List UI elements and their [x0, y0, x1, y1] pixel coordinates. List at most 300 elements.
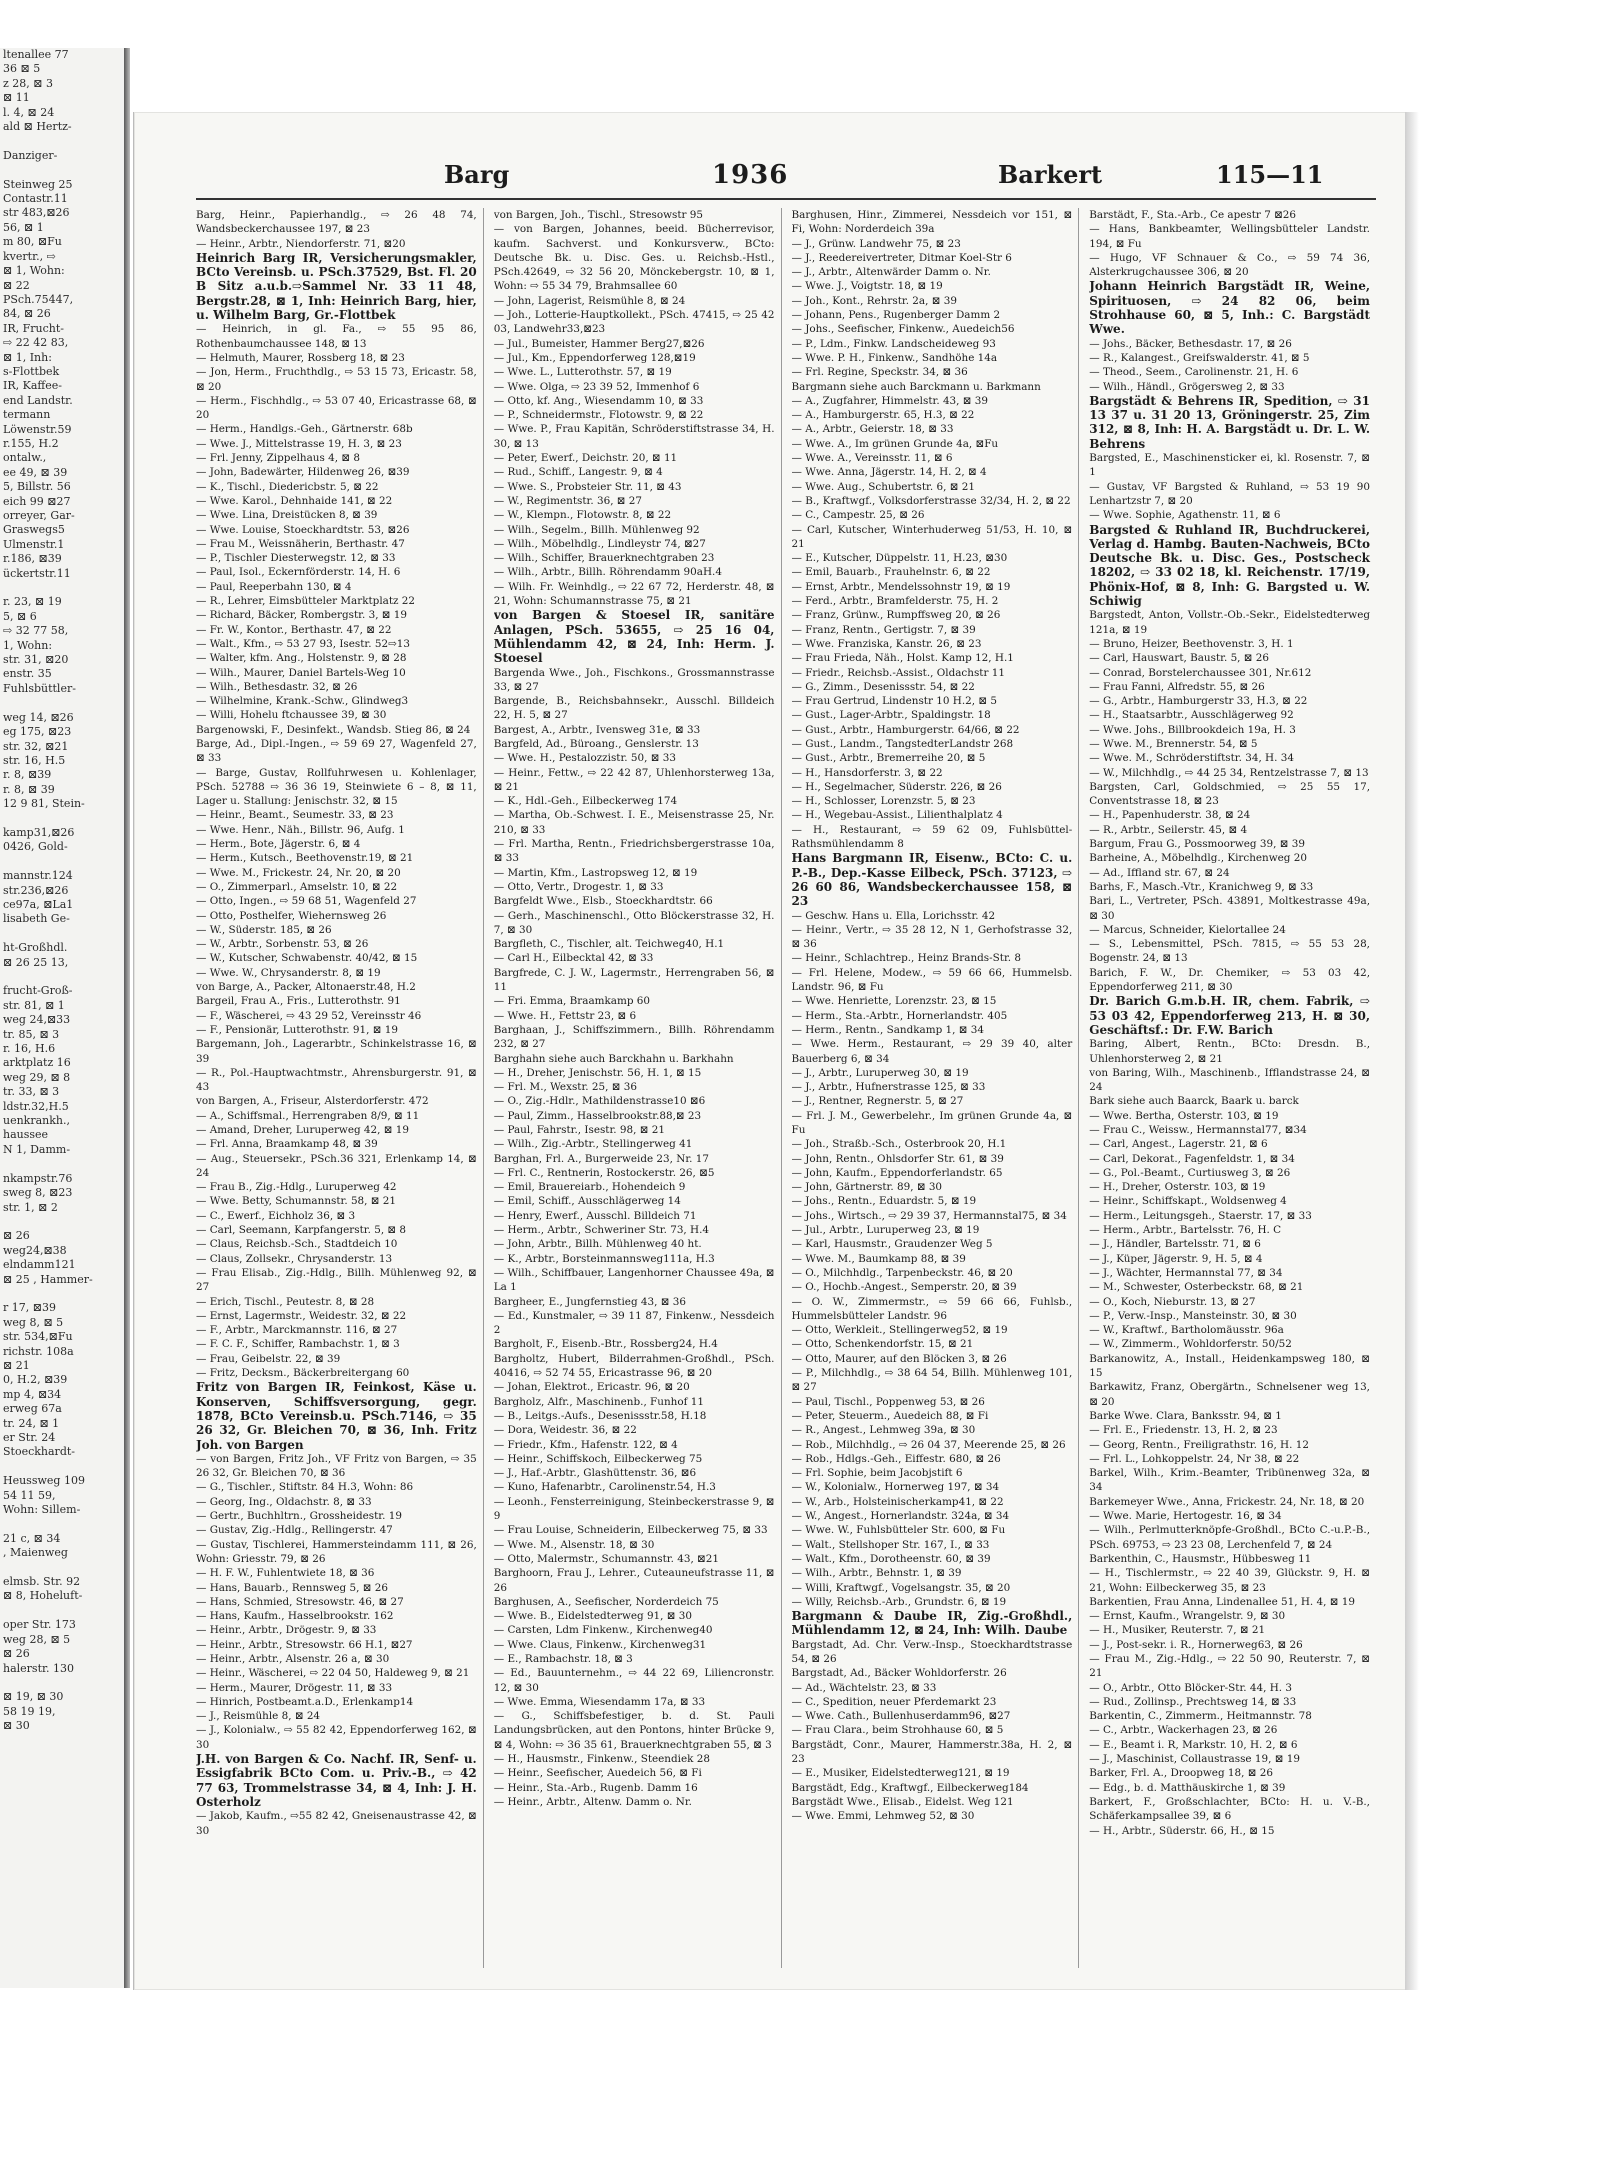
directory-entry: — Kuno, Hafenarbtr., Carolinenstr.54, H.3	[493, 1481, 716, 1494]
fragment-line: r.155, H.2	[3, 436, 59, 450]
directory-entry: Barkanowitz, A., Install., Heidenkampsweg 180, ⊠ 15	[1089, 1352, 1370, 1380]
directory-entry: — J., Reedereivertreter, Ditmar Koel-Str 6	[791, 251, 1012, 264]
directory-entry: — Herm., Bote, Jägerstr. 6, ⊠ 4	[196, 838, 361, 851]
directory-entry: — H., Hausmstr., Finkenw., Steendiek 28	[493, 1753, 710, 1766]
directory-entry: — Wwe. M., Frickestr. 24, Nr. 20, ⊠ 20	[196, 866, 401, 879]
directory-entry: — Frau Fanni, Alfredstr. 55, ⊠ 26	[1089, 680, 1265, 693]
directory-entry: — Walt., Kfm., Dorotheenstr. 60, ⊠ 39	[791, 1552, 991, 1565]
directory-entry: — J., Grünw. Landwehr 75, ⊠ 23	[791, 237, 961, 250]
directory-entry: — Wilhelmine, Krank.-Schw., Glindweg3	[196, 695, 409, 708]
directory-entry: — Carl, Angest., Lagerstr. 21, ⊠ 6	[1089, 1138, 1268, 1151]
header-rule	[196, 198, 1376, 200]
directory-entry: — Friedr., Reichsb.-Assist., Oldachstr 11	[791, 666, 1005, 679]
fragment-line: weg 29, ⊠ 8	[3, 1070, 71, 1084]
fragment-line: PSch.75447,	[3, 292, 74, 306]
fragment-line: ldstr.32,H.5	[3, 1099, 69, 1113]
directory-entry: — F., Wäscherei, ⇨ 43 29 52, Vereinsstr 46	[196, 1009, 422, 1022]
directory-entry: — P., Schneidermstr., Flotowstr. 9, ⊠ 22	[493, 409, 704, 422]
directory-entry: — G., Schiffsbefestiger, b. d. St. Pauli Landungsbrücken, aut den Pontons, hinter Brücke 9, ⊠ 4, Wohn: ⇨ 36 35 61, Brauerknechtgraben 55, ⊠ 3	[493, 1710, 775, 1751]
directory-entry: — Wwe. Lina, Dreistücken 8, ⊠ 39	[196, 509, 378, 522]
directory-entry: — Henry, Ewerf., Ausschl. Billdeich 71	[493, 1209, 697, 1222]
directory-entry: — Geschw. Hans u. Ella, Lorichsstr. 42	[791, 909, 996, 922]
directory-entry: Barghusen, Hinr., Zimmerei, Nessdeich vor 151, ⊠ Fi, Wohn: Norderdeich 39a	[791, 209, 1073, 236]
directory-entry: — W., Regimentstr. 36, ⊠ 27	[493, 494, 643, 507]
directory-entry: — A., Hamburgerstr. 65, H.3, ⊠ 22	[791, 409, 975, 422]
directory-entry: — Otto, Malermstr., Schumannstr. 43, ⊠21	[493, 1552, 719, 1565]
fragment-line: Stoeckhardt-	[3, 1445, 75, 1459]
directory-entry: — J., Händler, Bartelsstr. 71, ⊠ 6	[1089, 1238, 1261, 1251]
directory-entry: — Paul, Fahrstr., Isestr. 98, ⊠ 21	[493, 1124, 665, 1136]
fragment-line: elndamm121	[3, 1258, 76, 1272]
directory-entry: — Johs., Wirtsch., ⇨ 29 39 37, Hermannstal75, ⊠ 34	[791, 1209, 1067, 1222]
fragment-line: Steinweg 25	[3, 177, 73, 191]
fragment-line: 54 11 59,	[3, 1488, 56, 1502]
directory-entry: — Barge, Gustav, Rollfuhrwesen u. Kohlenlager, PSch. 52788 ⇨ 36 36 19, Steinwiete 6 – 8, ⊠ 11, Lager u. Stallung: Jenischstr. 32, ⊠ 15	[196, 766, 477, 808]
directory-entry: — W., Milchhdlg., ⇨ 44 25 34, Rentzelstrasse 7, ⊠ 13	[1089, 766, 1369, 779]
directory-entry: — C., Spedition, neuer Pferdemarkt 23	[791, 1695, 997, 1708]
directory-entry: — Frl. J. M., Gewerbelehr., Im grünen Grunde 4a, ⊠ Fu	[791, 1109, 1073, 1136]
directory-entry: — Gust., Arbtr., Hamburgerstr. 64/66, ⊠ 22	[791, 723, 1020, 736]
directory-entry: — Heinr., Seefischer, Auedeich 56, ⊠ Fi	[493, 1767, 702, 1780]
directory-entry: — Carl, Seemann, Karpfangerstr. 5, ⊠ 8	[196, 1224, 407, 1237]
fragment-line: mp 4, ⊠34	[3, 1387, 62, 1401]
fragment-line: er Str. 24	[3, 1431, 56, 1444]
directory-entry: Bargemann, Joh., Lagerarbtr., Schinkelstrasse 16, ⊠ 39	[196, 1038, 477, 1065]
directory-entry: — Peter, Steuerm., Auedeich 88, ⊠ Fi	[791, 1409, 989, 1422]
directory-entry: — Gust., Lager-Arbtr., Spaldingstr. 18	[791, 709, 991, 722]
fragment-line: weg 8, ⊠ 5	[3, 1315, 64, 1329]
directory-entry: — Joh., Kont., Rehrstr. 2a, ⊠ 39	[791, 294, 957, 307]
fragment-line: , Maienweg	[3, 1546, 68, 1560]
directory-entry: — Wwe. P., Frau Kapitän, Schröderstiftstrasse 34, H. 30, ⊠ 13	[493, 423, 775, 450]
entry-column-4	[1089, 208, 1376, 1968]
directory-entry: Barghan, Frl. A., Burgerweide 23, Nr. 17	[493, 1152, 710, 1165]
directory-entry: — Otto, Vertr., Drogestr. 1, ⊠ 33	[493, 880, 664, 893]
header-right-keyword: Barkert	[998, 160, 1103, 189]
header-left-keyword: Barg	[444, 160, 510, 189]
fragment-line	[0, 1604, 124, 1618]
directory-entry: — C., Campestr. 25, ⊠ 26	[791, 509, 925, 522]
directory-entry: — Paul, Tischl., Poppenweg 53, ⊠ 26	[791, 1395, 985, 1408]
directory-entry: — Wwe. Johs., Billbrookdeich 19a, H. 3	[1089, 723, 1296, 736]
directory-entry: — J., Haf.-Arbtr., Glashüttenstr. 36, ⊠6	[493, 1467, 697, 1480]
directory-entry: — Johann, Pens., Rugenberger Damm 2	[791, 309, 1001, 322]
directory-entry: — Joh., Lotterie-Hauptkollekt., PSch. 47415, ⇨ 25 42 03, Landwehr33,⊠23	[493, 309, 775, 336]
page-number: 115—11	[1216, 160, 1324, 189]
directory-entry: Bargstädt, Conr., Maurer, Hammerstr.38a, H. 2, ⊠ 23	[791, 1738, 1073, 1766]
directory-entry: — Wwe. Sophie, Agathenstr. 11, ⊠ 6	[1089, 509, 1281, 522]
directory-entry: — W., Kutscher, Schwabenstr. 40/42, ⊠ 15	[196, 952, 418, 965]
directory-entry: — Frl. Helene, Modew., ⇨ 59 66 66, Hummelsb. Landstr. 96, ⊠ Fu	[791, 966, 1073, 994]
fragment-line: m 80, ⊠Fu	[3, 235, 62, 249]
directory-entry: — Wwe. Franziska, Kanstr. 26, ⊠ 23	[791, 637, 982, 650]
directory-entry: — Gust., Landm., TangstedterLandstr 268	[791, 737, 1014, 750]
fragment-line: oper Str. 173	[3, 1618, 76, 1632]
fragment-line: Heussweg 109	[3, 1474, 85, 1488]
directory-entry: — Wwe. Bertha, Osterstr. 103, ⊠ 19	[1089, 1109, 1279, 1122]
fragment-line: ee 49, ⊠ 39	[3, 465, 68, 479]
directory-entry: — Heinr., Schiffskapt., Woldsenweg 4	[1089, 1195, 1287, 1208]
directory-entry: — Otto, kf. Ang., Wiesendamm 10, ⊠ 33	[493, 394, 704, 407]
directory-entry: — Gustav, Zig.-Hdlg., Rellingerstr. 47	[196, 1524, 393, 1537]
directory-entry: — Herm., Arbtr., Schweriner Str. 73, H.4	[493, 1224, 710, 1237]
directory-entry: — J., Kolonialw., ⇨ 55 82 42, Eppendorferweg 162, ⊠ 30	[196, 1724, 477, 1751]
directory-entry: Johann Heinrich Bargstädt IR, Weine, Spirituosen, ⇨ 24 82 06, beim Strohhause 60, ⊠ 5, Inh.: C. Bargstädt Wwe.	[1089, 279, 1370, 337]
fragment-line	[0, 812, 124, 826]
directory-entry: Bargfeld, Ad., Büroang., Genslerstr. 13	[493, 737, 699, 750]
directory-entry: Barg, Heinr., Papierhandlg., ⇨ 26 48 74, Wandsbeckerchaussee 197, ⊠ 23	[196, 209, 477, 236]
directory-entry: — Franz, Grünw., Rumpffsweg 20, ⊠ 26	[791, 609, 1001, 622]
fragment-line	[0, 1561, 124, 1575]
directory-entry: — Ed., Bauunternehm., ⇨ 44 22 69, Liliencronstr. 12, ⊠ 30	[493, 1667, 775, 1694]
directory-entry: — Georg, Ing., Oldachstr. 8, ⊠ 33	[196, 1495, 372, 1508]
fragment-line	[0, 696, 124, 710]
directory-entry: — Ad., Wächtelstr. 23, ⊠ 33	[791, 1681, 937, 1694]
directory-entry: Bargmann & Daube IR, Zig.-Großhdl., Mühlendamm 12, ⊠ 24, Inh: Wilh. Daube	[791, 1609, 1073, 1638]
fragment-line	[0, 1215, 124, 1229]
directory-entry: Bargholtz, Hubert, Bilderrahmen-Großhdl., PSch. 40416, ⇨ 52 74 55, Ericastrasse 96, ⊠ 20	[493, 1352, 775, 1380]
fragment-line: 21 c, ⊠ 34	[3, 1531, 61, 1545]
directory-entry: J.H. von Bargen & Co. Nachf. IR, Senf- u. Essigfabrik BCto Com. u. Priv.-B., ⇨ 42 77 63, Trommelstrasse 34, ⊠ 4, Inh: J. H. Osterholz	[196, 1752, 477, 1809]
directory-entry: — Ernst, Kaufm., Wrangelstr. 9, ⊠ 30	[1089, 1610, 1286, 1623]
directory-entry: — E., Beamt i. R, Markstr. 10, H. 2, ⊠ 6	[1089, 1738, 1298, 1751]
directory-entry: — O. W., Zimmermstr., ⇨ 59 66 66, Fuhlsb., Hummelsbütteler Landstr. 96	[791, 1295, 1073, 1322]
directory-entry: — Frau, Geibelstr. 22, ⊠ 39	[196, 1352, 341, 1365]
directory-entry: — Wwe. Cath., Bullenhuserdamm96, ⊠27	[791, 1710, 1011, 1723]
fragment-line: str. 81, ⊠ 1	[3, 998, 65, 1012]
directory-entry: — Wwe. A., Vereinsstr. 11, ⊠ 6	[791, 452, 953, 465]
directory-entry: — H., Segelmacher, Süderstr. 226, ⊠ 26	[791, 780, 1002, 793]
directory-entry: — Herm., Fischhdlg., ⇨ 53 07 40, Ericastrasse 68, ⊠ 20	[196, 394, 477, 422]
directory-entry: — Carl H., Eilbecktal 42, ⊠ 33	[493, 952, 654, 965]
fragment-line	[0, 1157, 124, 1171]
directory-entry: Barghoorn, Frau J., Lehrer., Cuteauneufstrasse 11, ⊠ 26	[493, 1567, 775, 1594]
directory-entry: — Wwe. H., Pestalozzistr. 50, ⊠ 33	[493, 752, 676, 765]
directory-entry: — Gustav, VF Bargsted & Ruhland, ⇨ 53 19 90 Lenhartzstr 7, ⊠ 20	[1089, 480, 1370, 507]
directory-entry: — Walt., Kfm., ⇨ 53 27 93, Isestr. 52⇨13	[196, 637, 411, 650]
directory-entry: — Carsten, Ldm Finkenw., Kirchenweg40	[493, 1624, 713, 1637]
directory-entry: — John, Gärtnerstr. 89, ⊠ 30	[791, 1181, 943, 1194]
fragment-line: ltenallee 77	[3, 48, 69, 61]
directory-entry: — Wwe. J., Voigtstr. 18, ⊠ 19	[791, 280, 943, 293]
fragment-line: ⊠ 25 , Hammer-	[3, 1272, 93, 1286]
directory-entry: — Otto, Posthelfer, Wiehernsweg 26	[196, 909, 387, 922]
directory-entry: — J., Wächter, Hermannstal 77, ⊠ 34	[1089, 1266, 1283, 1279]
fragment-line: Wohn: Sillem-	[3, 1503, 81, 1517]
entry-column-3	[792, 208, 1080, 1968]
directory-entry: — Wwe. B., Eidelstedterweg 91, ⊠ 30	[493, 1610, 693, 1623]
fragment-line: r. 23, ⊠ 19	[3, 595, 62, 609]
directory-entry: — Wwe. S., Probsteier Str. 11, ⊠ 43	[493, 480, 682, 493]
directory-entry: — Otto, Maurer, auf den Blöcken 3, ⊠ 26	[791, 1352, 1007, 1365]
fragment-line: richstr. 108a	[3, 1344, 74, 1358]
directory-entry: Bargende, B., Reichsbahnsekr., Ausschl. Billdeich 22, H. 5, ⊠ 27	[493, 695, 775, 722]
directory-page	[133, 112, 1406, 1990]
fragment-line: arktplatz 16	[3, 1056, 71, 1070]
fragment-line: str. 31, ⊠20	[3, 653, 69, 667]
directory-entry: — Wwe. H., Fettstr 23, ⊠ 6	[493, 1009, 637, 1022]
directory-entry: Bargholz, Alfr., Maschinenb., Funhof 11	[493, 1395, 704, 1408]
directory-entry: — Johs., Seefischer, Finkenw., Auedeich56	[791, 323, 1015, 336]
directory-entry: — Paul, Reeperbahn 130, ⊠ 4	[196, 580, 352, 593]
directory-entry: Bargstädt & Behrens IR, Spedition, ⇨ 31 13 37 u. 31 20 13, Gröningerstr. 25, Zim 312, ⊠ 8, Inh: H. A. Bargstädt u. Dr. L. W. Behrens	[1089, 393, 1370, 451]
directory-entry: — O., Zig.-Hdlr., Mathildenstrasse10 ⊠6	[493, 1095, 706, 1108]
directory-entry: — Joh., Straßb.-Sch., Osterbrook 20, H.1	[791, 1138, 1007, 1151]
directory-entry: — Edg., b. d. Matthäuskirche 1, ⊠ 39	[1089, 1781, 1286, 1794]
directory-entry: — Hans, Bauarb., Rennsweg 5, ⊠ 26	[196, 1581, 388, 1594]
fragment-line: N 1, Damm-	[3, 1142, 71, 1156]
directory-entry: — Herm., Kutsch., Beethovenstr.19, ⊠ 21	[196, 852, 414, 865]
directory-entry: — Gust., Arbtr., Bremerreihe 20, ⊠ 5	[791, 752, 986, 765]
directory-entry: — E., Kutscher, Düppelstr. 11, H.23, ⊠30	[791, 552, 1008, 565]
directory-entry: — Wwe. L., Lutterothstr. 57, ⊠ 19	[493, 366, 672, 379]
directory-entry: Barge, Ad., Dipl.-Ingen., ⇨ 59 69 27, Wagenfeld 27, ⊠ 33	[196, 737, 477, 765]
previous-page-fragment	[0, 48, 126, 1988]
directory-entry: — Willi, Kraftwgf., Vogelsangstr. 35, ⊠ 20	[791, 1581, 1011, 1594]
fragment-line	[0, 1287, 124, 1301]
directory-entry: — Wwe. Karol., Dehnhaide 141, ⊠ 22	[196, 494, 393, 507]
fragment-line: IR, Frucht-	[3, 321, 64, 335]
directory-entry: — Wwe. Betty, Schumannstr. 58, ⊠ 21	[196, 1195, 397, 1208]
directory-entry: — Ernst, Lagermstr., Weidestr. 32, ⊠ 22	[196, 1309, 407, 1322]
directory-entry: — A., Zugfahrer, Himmelstr. 43, ⊠ 39	[791, 394, 989, 407]
fragment-line: Löwenstr.59	[3, 422, 72, 436]
fragment-line: ⇨ 22 42 83,	[3, 336, 69, 350]
directory-entry: — Wwe. J., Mittelstrasse 19, H. 3, ⊠ 23	[196, 437, 402, 450]
directory-entry: — H., Musiker, Reuterstr. 7, ⊠ 21	[1089, 1624, 1266, 1637]
directory-entry: — Heinr., Wäscherei, ⇨ 22 04 50, Haldeweg 9, ⊠ 21	[196, 1667, 470, 1680]
directory-entry: — J., Arbtr., Altenwärder Damm o. Nr.	[791, 266, 991, 279]
directory-entry: — Herm., Rentn., Sandkamp 1, ⊠ 34	[791, 1023, 984, 1036]
fragment-line: 56, ⊠ 1	[3, 220, 44, 234]
fragment-line: str. 16, H.5	[3, 753, 66, 767]
fragment-line: weg24,⊠38	[3, 1243, 67, 1257]
directory-entry: — Ed., Kunstmaler, ⇨ 39 11 87, Finkenw., Nessdeich 2	[493, 1309, 775, 1337]
directory-entry: — Frl. M., Wexstr. 25, ⊠ 36	[493, 1081, 637, 1094]
fragment-line: eich 99 ⊠27	[3, 494, 71, 508]
directory-entry: — Wwe. Emmi, Lehmweg 52, ⊠ 30	[791, 1810, 975, 1823]
directory-entry: — Wilh., Arbtr., Behnstr. 1, ⊠ 39	[791, 1567, 962, 1580]
directory-entry: Bargest, A., Arbtr., Ivensweg 31e, ⊠ 33	[493, 723, 701, 736]
directory-entry: — H. F. W., Fuhlentwiete 18, ⊠ 36	[196, 1567, 375, 1580]
directory-entry: — Jon, Herm., Fruchthdlg., ⇨ 53 15 73, Ericastr. 58, ⊠ 20	[196, 366, 477, 393]
fragment-line: ⊠ 11	[3, 91, 30, 105]
directory-entry: — Heinr., Sta.-Arb., Rugenb. Damm 16	[493, 1781, 698, 1794]
fragment-line: halerstr. 130	[3, 1661, 75, 1675]
directory-entry: — K., Hdl.-Geh., Eilbeckerweg 174	[493, 795, 678, 808]
directory-entry: Barkel, Wilh., Krim.-Beamter, Tribünenweg 32a, ⊠ 34	[1089, 1467, 1370, 1494]
directory-entry: — G., Zimm., Desenissstr. 54, ⊠ 22	[791, 680, 975, 693]
directory-entry: — B., Kraftwgf., Volksdorferstrasse 32/34, H. 2, ⊠ 22	[791, 494, 1071, 507]
directory-entry: — J., Maschinist, Collaustrasse 19, ⊠ 19	[1089, 1753, 1300, 1766]
directory-entry: — C., Arbtr., Wackerhagen 23, ⊠ 26	[1089, 1724, 1278, 1737]
directory-entry: — Wwe. Aug., Schubertstr. 6, ⊠ 21	[791, 480, 975, 493]
directory-entry: — Otto, Werkleit., Stellingerweg52, ⊠ 19	[791, 1324, 1008, 1337]
directory-entry: — Johs., Rentn., Eduardstr. 5, ⊠ 19	[791, 1195, 977, 1208]
directory-entry: — Wilh., Bethesdastr. 32, ⊠ 26	[196, 680, 358, 693]
directory-entry: — Aug., Steuersekr., PSch.36 321, Erlenkamp 14, ⊠ 24	[196, 1152, 477, 1179]
directory-entry: — Frl. E., Friedenstr. 13, H. 2, ⊠ 23	[1089, 1424, 1278, 1437]
directory-entry: — Heinr., Arbtr., Alsenstr. 26 a, ⊠ 30	[196, 1652, 390, 1665]
directory-entry: — Paul, Zimm., Hasselbrookstr.88,⊠ 23	[493, 1109, 702, 1122]
directory-entry: — John, Rentn., Ohlsdorfer Str. 61, ⊠ 39	[791, 1152, 1004, 1165]
directory-entry: — Martin, Kfm., Lastropsweg 12, ⊠ 19	[493, 866, 698, 879]
fragment-line: ⊠ 30	[3, 1719, 30, 1733]
directory-entry: Barghusen, A., Seefischer, Norderdeich 75	[493, 1595, 719, 1608]
fragment-line: enstr. 35	[3, 667, 52, 681]
directory-entry: — Wilh., Maurer, Daniel Bartels-Weg 10	[196, 666, 406, 679]
directory-entry: — Wilh. Fr. Weinhdlg., ⇨ 22 67 72, Herderstr. 48, ⊠ 21, Wohn: Schumannstrasse 75, ⊠ 21	[493, 580, 775, 608]
fragment-line	[0, 970, 124, 984]
directory-entry: — Wwe. W., Fuhlsbütteler Str. 600, ⊠ Fu	[791, 1524, 1006, 1537]
directory-entry: Bargholt, F., Eisenb.-Btr., Rossberg24, H.4	[493, 1338, 718, 1351]
directory-entry: — Carl, Dekorat., Fagenfeldstr. 1, ⊠ 34	[1089, 1152, 1295, 1165]
fragment-line: str. 534,⊠Fu	[3, 1330, 73, 1344]
directory-entry: — Dora, Weidestr. 36, ⊠ 22	[493, 1424, 637, 1437]
directory-entry: — Wwe. A., Im grünen Grunde 4a, ⊠Fu	[791, 437, 999, 450]
directory-entry: — Herm., Arbtr., Bartelsstr. 76, H. C	[1089, 1224, 1282, 1237]
fragment-line: 36 ⊠ 5	[3, 62, 41, 76]
directory-entry: Bargstadt, Ad. Chr. Verw.-Insp., Stoeckhardtstrasse 54, ⊠ 26	[791, 1638, 1073, 1665]
directory-entry: — O., Milchhdlg., Tarpenbeckstr. 46, ⊠ 20	[791, 1266, 1013, 1279]
directory-entry: — Heinrich, in gl. Fa., ⇨ 55 95 86, Rothenbaumchaussee 148, ⊠ 13	[196, 323, 477, 350]
directory-entry: — Wwe. Emma, Wiesendamm 17a, ⊠ 33	[493, 1695, 706, 1708]
fragment-line: sweg 8, ⊠23	[3, 1186, 73, 1200]
directory-entry: — Herm., Leitungsgeh., Staerstr. 17, ⊠ 33	[1089, 1209, 1312, 1222]
directory-entry: — Jul., Bumeister, Hammer Berg27,⊠26	[493, 337, 705, 350]
page-header	[134, 160, 1406, 194]
fragment-line: ⊠ 1, Wohn:	[3, 264, 65, 278]
directory-entry: — H., Wegebau-Assist., Lilienthalplatz 4	[791, 809, 1003, 822]
directory-entry: — Wilh., Schiffbauer, Langenhorner Chaussee 49a, ⊠ La 1	[493, 1266, 775, 1294]
fragment-line: str.236,⊠26	[3, 883, 69, 897]
directory-entry: — Wilh., Perlmutterknöpfe-Großhdl., BCto C.-u.P.-B., PSch. 69753, ⇨ 23 23 08, Lerchenfeld 7, ⊠ 24	[1089, 1524, 1370, 1551]
directory-entry: — Johs., Bäcker, Bethesdastr. 17, ⊠ 26	[1089, 337, 1292, 350]
directory-entry: — Wilh., Zig.-Arbtr., Stellingerweg 41	[493, 1138, 693, 1151]
directory-entry: — Heinr., Arbtr., Altenw. Damm o. Nr.	[493, 1795, 692, 1808]
directory-entry: — E., Rambachstr. 18, ⊠ 3	[493, 1652, 633, 1665]
directory-entry: von Bargen & Stoesel IR, sanitäre Anlagen, PSch. 53655, ⇨ 25 16 04, Mühlendamm 42, ⊠ 24, Inh: Herm. J. Stoesel	[493, 608, 775, 666]
directory-entry: — Claus, Zollsekr., Chrysanderstr. 13	[196, 1252, 393, 1265]
directory-entry: Barkemeyer Wwe., Anna, Frickestr. 24, Nr. 18, ⊠ 20	[1089, 1495, 1365, 1508]
directory-entry: — Georg, Rentn., Freiligrathstr. 16, H. 12	[1089, 1438, 1309, 1451]
fragment-line: 12 9 81, Stein-	[3, 797, 85, 811]
directory-entry: — Gustav, Tischlerei, Hammersteindamm 111, ⊠ 26, Wohn: Griesstr. 79, ⊠ 26	[196, 1538, 477, 1565]
directory-entry: — Leonh., Fensterreinigung, Steinbeckerstrasse 9, ⊠ 9	[493, 1495, 775, 1523]
directory-entry: — Franz, Rentn., Gertigstr. 7, ⊠ 39	[791, 623, 976, 636]
directory-entry: — H., Schlosser, Lorenzstr. 5, ⊠ 23	[791, 795, 976, 808]
fragment-line: mannstr.124	[3, 869, 73, 883]
fragment-line: r.186, ⊠39	[3, 552, 62, 566]
directory-entry: — Jakob, Kaufm., ⇨55 82 42, Gneisenaustrasse 42, ⊠ 30	[196, 1810, 477, 1837]
directory-entry: — Carl, Hauswart, Baustr. 5, ⊠ 26	[1089, 652, 1270, 665]
fragment-line: l. 4, ⊠ 24	[3, 105, 55, 119]
fragment-line: ⊠ 21	[3, 1358, 30, 1372]
directory-entry: — S., Lebensmittel, PSch. 7815, ⇨ 55 53 28, Bogenstr. 24, ⊠ 13	[1089, 938, 1370, 965]
directory-entry: — J., Küper, Jägerstr. 9, H. 5, ⊠ 4	[1089, 1252, 1263, 1265]
directory-entry: — John, Lagerist, Reismühle 8, ⊠ 24	[493, 294, 686, 307]
directory-entry: Bargenowski, F., Desinfekt., Wandsb. Stieg 86, ⊠ 24	[196, 723, 471, 736]
directory-entry: — Otto, Ingen., ⇨ 59 68 51, Wagenfeld 27	[196, 895, 417, 908]
directory-entry: — A., Schiffsmal., Herrengraben 8/9, ⊠ 11	[196, 1109, 420, 1122]
directory-entry: — H., Arbtr., Süderstr. 66, H., ⊠ 15	[1089, 1824, 1275, 1837]
directory-entry: — K., Tischl., Diedericbstr. 5, ⊠ 22	[196, 480, 379, 493]
fragment-line: r. 16, H.6	[3, 1042, 56, 1056]
directory-entry: — Herm., Maurer, Drögestr. 11, ⊠ 33	[196, 1681, 393, 1694]
directory-entry: Baring, Albert, Rentn., BCto: Dresdn. B., Uhlenhorsterweg 2, ⊠ 21	[1089, 1038, 1370, 1065]
directory-entry: — P., Milchhdlg., ⇨ 38 64 54, Billh. Mühlenweg 101, ⊠ 27	[791, 1367, 1073, 1394]
directory-entry: — Ferd., Arbtr., Bramfelderstr. 75, H. 2	[791, 595, 999, 608]
directory-entry: — Paul, Isol., Eckernförderstr. 14, H. 6	[196, 566, 401, 579]
fragment-line: s-Flottbek	[3, 364, 60, 378]
directory-entry: — John, Badewärter, Hildenweg 26, ⊠39	[196, 466, 410, 479]
directory-entry: Barkawitz, Franz, Obergärtn., Schnelsener weg 13, ⊠ 20	[1089, 1381, 1370, 1408]
directory-entry: — Hans, Kaufm., Hasselbrookstr. 162	[196, 1610, 394, 1623]
directory-entry: — Frau Elisab., Zig.-Hdlg., Billh. Mühlenweg 92, ⊠ 27	[196, 1266, 477, 1294]
directory-entry: Bargfleth, C., Tischler, alt. Teichweg40, H.1	[493, 938, 725, 951]
directory-entry: — Claus, Reichsb.-Sch., Stadtdeich 10	[196, 1238, 398, 1251]
directory-entry: Barkentien, Frau Anna, Lindenallee 51, H. 4, ⊠ 19	[1089, 1595, 1355, 1608]
directory-entry: Bargsted, E., Maschinensticker ei, kl. Rosenstr. 7, ⊠ 1	[1089, 452, 1370, 479]
directory-entry: — Wilh., Arbtr., Billh. Röhrendamm 90aH.4	[493, 566, 722, 579]
directory-entry: — W., Süderstr. 185, ⊠ 26	[196, 923, 332, 936]
directory-entry: — M., Schwester, Osterbeckstr. 68, ⊠ 21	[1089, 1281, 1304, 1294]
fragment-line: z 28, ⊠ 3	[3, 76, 53, 90]
directory-entry: — Wilh., Möbelhdlg., Lindleystr 74, ⊠27	[493, 537, 706, 550]
fragment-line: kvertr., ⇨	[3, 249, 56, 263]
fragment-line: Graswegs5	[3, 523, 65, 537]
directory-entry: Hans Bargmann IR, Eisenw., BCto: C. u. P.-B., Dep.-Kasse Eilbeck, PSch. 37123, ⇨ 26 60 86, Wandsbeckerchaussee 158, ⊠ 23	[791, 851, 1073, 909]
fragment-line: uenkrankh.,	[3, 1114, 70, 1128]
fragment-line	[0, 134, 124, 148]
directory-entry: — H., Dreher, Osterstr. 103, ⊠ 19	[1089, 1181, 1266, 1194]
fragment-line	[0, 163, 124, 177]
directory-entry: — Heinr., Beamt., Seumestr. 33, ⊠ 23	[196, 809, 394, 822]
fragment-line: ald ⊠ Hertz-	[3, 120, 72, 134]
directory-entry: Barkentin, C., Zimmerm., Heitmannstr. 78	[1089, 1710, 1312, 1723]
directory-entry: — G., Pol.-Beamt., Curtiusweg 3, ⊠ 26	[1089, 1166, 1291, 1179]
fragment-line: end Landstr.	[3, 393, 73, 407]
directory-entry: — Conrad, Borstelerchaussee 301, Nr.612	[1089, 666, 1312, 679]
directory-entry: — Peter, Ewerf., Deichstr. 20, ⊠ 11	[493, 452, 678, 465]
directory-entry: — Emil, Brauereiarb., Hohendeich 9	[493, 1181, 686, 1194]
fragment-line	[0, 1676, 124, 1690]
directory-entry: — J., Post-sekr. i. R., Hornerweg63, ⊠ 26	[1089, 1638, 1303, 1651]
fragment-line: weg 24,⊠33	[3, 1013, 71, 1027]
directory-entry: Bargstädt, Edg., Kraftwgf., Eilbeckerweg184	[791, 1781, 1029, 1794]
directory-entry: — W., Zimmerm., Wohldorferstr. 50/52	[1089, 1338, 1292, 1351]
directory-entry: — J., Arbtr., Hufnerstrasse 125, ⊠ 33	[791, 1081, 986, 1094]
directory-entry: Bargfeldt Wwe., Elsb., Stoeckhardtstr. 66	[493, 895, 713, 908]
directory-entry: Bargenda Wwe., Joh., Fischkons., Grossmannstrasse 33, ⊠ 27	[493, 666, 775, 693]
directory-entry: Bargmann siehe auch Barckmann u. Barkmann	[791, 380, 1041, 393]
directory-entry: Barhs, F., Masch.-Vtr., Kranichweg 9, ⊠ 33	[1089, 880, 1314, 893]
directory-entry: — Herm., Handlgs.-Geh., Gärtnerstr. 68b	[196, 423, 413, 436]
directory-entry: — H., Restaurant, ⇨ 59 62 09, Fuhlsbüttel-Rathsmühlendamm 8	[791, 823, 1073, 851]
directory-entry: — Hugo, VF Schnauer & Co., ⇨ 59 74 36, Alsterkrugchaussee 306, ⊠ 20	[1089, 251, 1370, 279]
fragment-line: termann	[3, 408, 51, 422]
directory-entry: — Frau M., Weissnäherin, Berthastr. 47	[196, 537, 405, 550]
directory-entry: — Frau M., Zig.-Hdlg., ⇨ 22 50 90, Reuterstr. 7, ⊠ 21	[1089, 1652, 1370, 1680]
fragment-line: ⊠ 8, Hoheluft-	[3, 1589, 83, 1603]
directory-entry: Fritz von Bargen IR, Feinkost, Käse u. Konserven, Schiffsversorgung, gegr. 1878, BCto Vereinsb.u. PSch.7146, ⇨ 35 26 32, Gr. Bleichen 70, ⊠ 36, Inh. Fritz Joh. von Bargen	[196, 1380, 477, 1452]
directory-entry: — H., Hansdorferstr. 3, ⊠ 22	[791, 766, 943, 779]
directory-entry: — Frl. Anna, Braamkamp 48, ⊠ 39	[196, 1138, 378, 1151]
fragment-line: r. 8, ⊠39	[3, 768, 52, 782]
fragment-line: Contastr.11	[3, 192, 68, 206]
directory-entry: Barheine, A., Möbelhdlg., Kirchenweg 20	[1089, 852, 1307, 865]
directory-entry: — H., Papenhuderstr. 38, ⊠ 24	[1089, 809, 1251, 822]
